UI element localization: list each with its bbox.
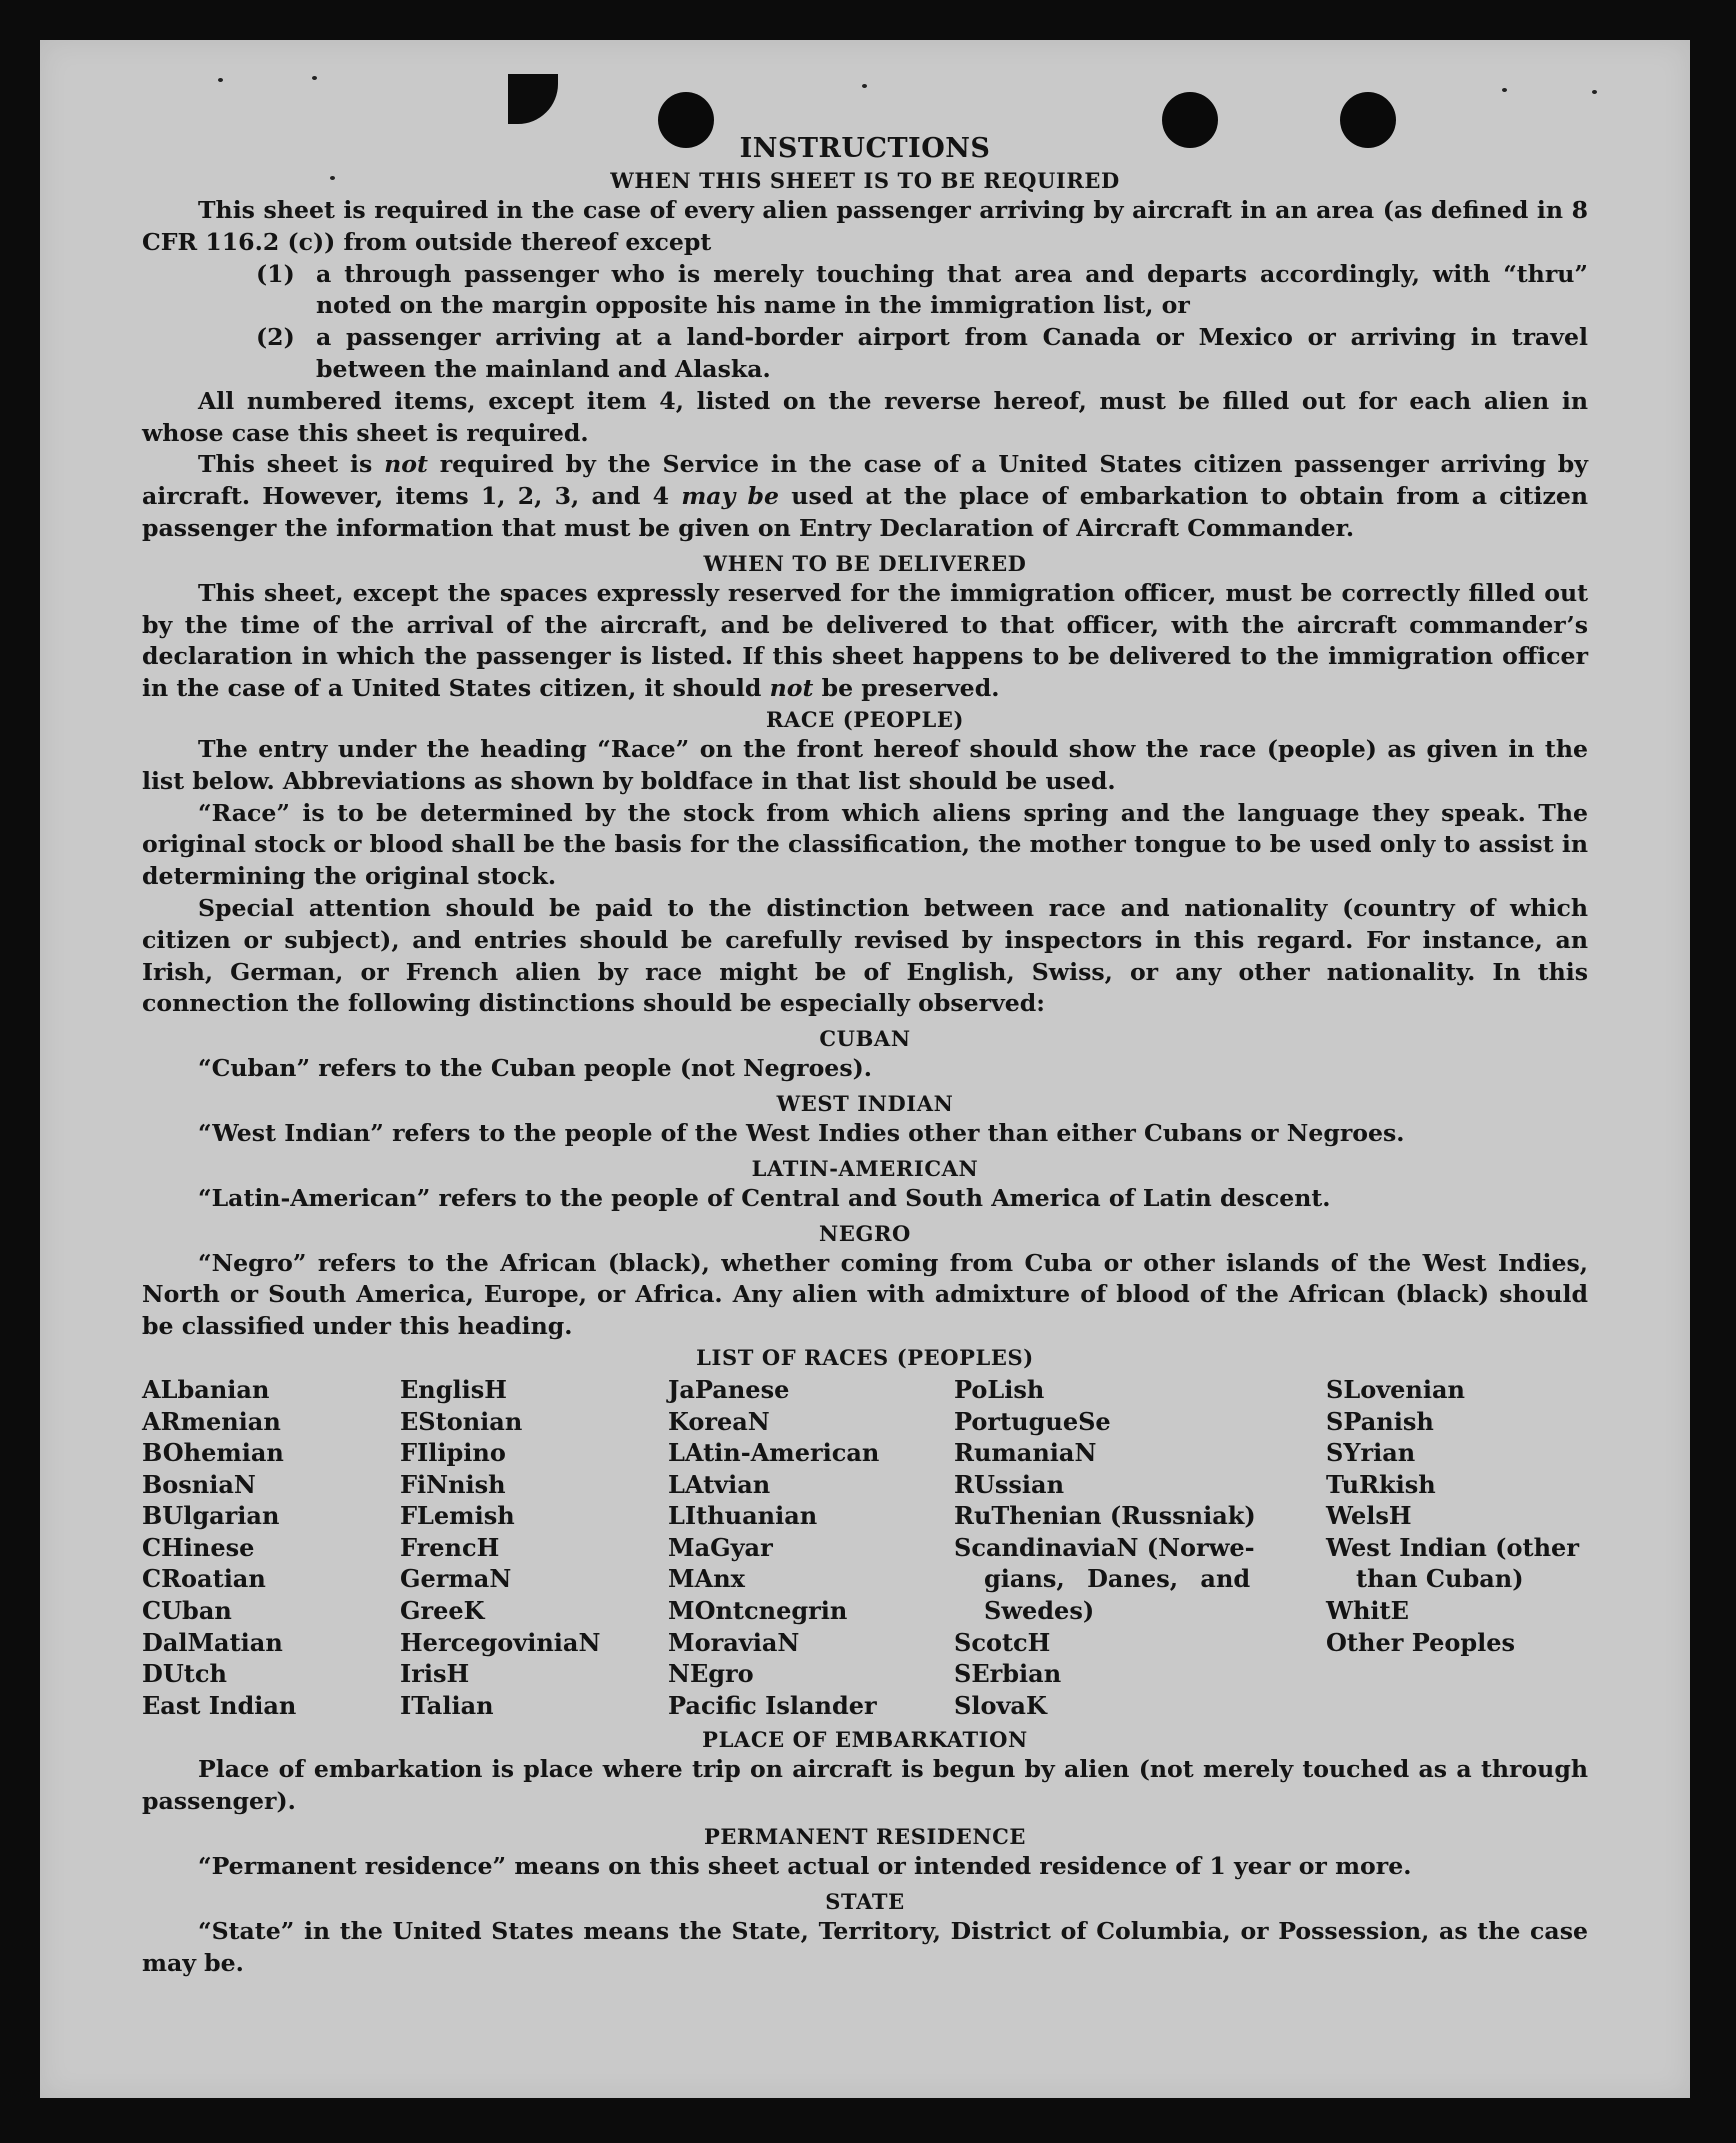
heading-embarkation: PLACE OF EMBARKATION — [702, 1727, 1028, 1753]
paragraph: Special attention should be paid to the distinction between race and nationality (country of which citizen or subject), and entries should be carefully revised by inspectors in this regard. For instance, an Irish, German, or French alien by race might be of English, Swiss, or any other nationality. In this connection the following distinctions should be especially observed: — [142, 893, 1588, 1018]
list-text: a through passenger who is merely touching that area and departs accordingly, with “thru” noted on the margin opposite his name in the immigration list, or — [316, 259, 1588, 320]
text-run: This sheet, except the spaces expressly reserved for the immigration officer, must be correctly filled out by the time of the arrival of the aircraft, and be delivered to that officer, with the aircraft commander’s declaration in which the passenger is listed. If this sheet happens to be delivered to the immigration officer in the case of a United States citizen, it should — [142, 578, 1588, 703]
race-item: BOhemian — [142, 1438, 284, 1468]
heading-west-indian: WEST INDIAN — [776, 1090, 954, 1116]
race-item: LIthuanian — [668, 1501, 818, 1531]
race-item: FIlipino — [400, 1438, 506, 1468]
race-item: NEgro — [668, 1659, 754, 1689]
race-item: SErbian — [954, 1659, 1062, 1689]
race-item: PortugueSe — [954, 1406, 1111, 1436]
race-item: ITalian — [400, 1690, 494, 1720]
race-item: MAnx — [668, 1564, 745, 1594]
race-item: JaPanese — [668, 1374, 790, 1404]
race-item: BUlgarian — [142, 1501, 280, 1531]
paragraph — [142, 578, 1588, 705]
page-title: INSTRUCTIONS — [739, 133, 991, 164]
list-text: a passenger arriving at a land-border airport from Canada or Mexico or arriving in travel between the mainland and Alaska. — [316, 323, 1588, 383]
heading-permanent-residence: PERMANENT RESIDENCE — [703, 1824, 1027, 1850]
race-item: HercegoviniaN — [400, 1627, 601, 1657]
race-item: ScandinaviaN (Norwe- — [954, 1532, 1255, 1562]
paragraph: The entry under the heading “Race” on the front hereof should show the race (people) as given in the list below. Abbreviations as shown by boldface in that list should be used. — [142, 734, 1588, 795]
race-item: East Indian — [142, 1690, 297, 1720]
race-item: WelsH — [1326, 1501, 1412, 1531]
italic-text: not — [384, 450, 428, 479]
speck — [1592, 90, 1597, 94]
race-item: SPanish — [1326, 1406, 1434, 1436]
paragraph: “Permanent residence” means on this sheet actual or intended residence of 1 year or more. — [198, 1852, 1412, 1881]
heading-state: STATE — [825, 1888, 905, 1914]
paragraph: This sheet is required in the case of every alien passenger arriving by aircraft in an area (as defined in 8 CFR 116.2 (c)) from outside thereof except — [142, 196, 1588, 256]
race-item: EStonian — [400, 1406, 523, 1436]
race-item: CUban — [142, 1596, 232, 1626]
heading-negro: NEGRO — [819, 1220, 911, 1246]
race-item: MOntcnegrin — [668, 1596, 848, 1626]
text-run: required by the Service in the case of a United States citizen passenger arriving by aircraft. However, items 1, 2, 3, and 4 — [142, 450, 1588, 511]
race-column — [1326, 1374, 1588, 1722]
list-item — [142, 259, 1588, 323]
speck — [862, 84, 867, 88]
race-item: ARmenian — [142, 1406, 281, 1436]
race-item: GreeK — [400, 1596, 485, 1626]
race-item-continued: gians, Danes, and — [984, 1564, 1251, 1594]
list-item — [142, 322, 1588, 386]
italic-text: may be — [681, 482, 780, 511]
text-run: be preserved. — [813, 674, 1000, 703]
paragraph: “State” in the United States means the State, Territory, District of Columbia, or Possession, as the case may be. — [142, 1916, 1588, 1977]
race-item: KoreaN — [668, 1406, 770, 1436]
race-item: SYrian — [1326, 1438, 1416, 1468]
race-item: ScotcH — [954, 1627, 1051, 1657]
race-item: DalMatian — [142, 1627, 283, 1657]
race-item: FrencH — [400, 1532, 500, 1562]
paragraph: All numbered items, except item 4, listed on the reverse hereof, must be filled out for each alien in whose case this sheet is required. — [142, 386, 1588, 447]
race-column — [954, 1374, 1326, 1722]
race-item: LAtin-American — [668, 1438, 880, 1468]
speck — [312, 76, 317, 80]
paragraph: “Cuban” refers to the Cuban people (not Negroes). — [198, 1054, 872, 1083]
list-number: (1) — [256, 259, 295, 288]
race-item: RUssian — [954, 1469, 1065, 1499]
race-item-continued: than Cuban) — [1356, 1564, 1524, 1594]
race-item: WhitE — [1326, 1596, 1409, 1626]
race-item: FLemish — [400, 1501, 515, 1531]
speck — [218, 78, 223, 82]
paragraph: Place of embarkation is place where trip on aircraft is begun by alien (not merely touched as a through passenger). — [142, 1755, 1588, 1816]
race-item: IrisH — [400, 1659, 470, 1689]
race-item: Other Peoples — [1326, 1627, 1516, 1657]
paragraph: “Negro” refers to the African (black), whether coming from Cuba or other islands of the West Indies, North or South America, Europe, or Africa. Any alien with admixture of blood of the African (black) should be classified under this heading. — [142, 1248, 1588, 1341]
heading-latin-american: LATIN-AMERICAN — [751, 1155, 979, 1181]
race-item: BosniaN — [142, 1469, 256, 1499]
race-item: MoraviaN — [668, 1627, 800, 1657]
race-item-continued: Swedes) — [984, 1596, 1095, 1626]
race-item: CHinese — [142, 1532, 255, 1562]
heading-cuban: CUBAN — [819, 1026, 911, 1052]
heading-race: RACE (PEOPLE) — [765, 706, 965, 732]
race-column — [142, 1374, 400, 1722]
race-item: GermaN — [400, 1564, 512, 1594]
race-list — [142, 1374, 1588, 1722]
instructions-content — [142, 132, 1588, 1979]
race-item: RuThenian (Russniak) — [954, 1501, 1256, 1531]
race-item: EnglisH — [400, 1374, 507, 1404]
list-number: (2) — [256, 323, 295, 352]
race-item: PoLish — [954, 1374, 1045, 1404]
italic-text: not — [769, 674, 814, 703]
speck — [1502, 88, 1507, 92]
race-column — [400, 1374, 668, 1722]
race-item: SLovenian — [1326, 1374, 1465, 1404]
paragraph: “West Indian” refers to the people of the West Indies other than either Cubans or Negroes. — [198, 1118, 1405, 1147]
race-column — [668, 1374, 954, 1722]
race-item: West Indian (other — [1326, 1532, 1579, 1562]
paragraph: “Latin-American” refers to the people of Central and South America of Latin descent. — [198, 1183, 1331, 1212]
race-item: CRoatian — [142, 1564, 266, 1594]
paragraph — [142, 449, 1588, 544]
heading-when-delivered: WHEN TO BE DELIVERED — [703, 550, 1027, 576]
race-item: MaGyar — [668, 1532, 773, 1562]
torn-corner — [508, 74, 558, 124]
text-run: This sheet is — [198, 450, 385, 479]
race-item: DUtch — [142, 1659, 227, 1689]
race-item: RumaniaN — [954, 1438, 1097, 1468]
heading-list-of-races: LIST OF RACES (PEOPLES) — [696, 1344, 1034, 1370]
race-item: FiNnish — [400, 1469, 506, 1499]
race-item: SlovaK — [954, 1690, 1047, 1720]
race-item: LAtvian — [668, 1469, 771, 1499]
paragraph: “Race” is to be determined by the stock from which aliens spring and the language they speak. The original stock or blood shall be the basis for the classification, the mother tongue to be used only to assist in determining the original stock. — [142, 798, 1588, 891]
race-item: ALbanian — [142, 1374, 270, 1404]
heading-when-required: WHEN THIS SHEET IS TO BE REQUIRED — [610, 168, 1120, 193]
race-item: Pacific Islander — [668, 1690, 877, 1720]
text-run: used at the place of embarkation to obtain from a citizen passenger the information that must be given on Entry Declaration of Aircraft Commander. — [142, 482, 1589, 542]
race-item: TuRkish — [1326, 1469, 1436, 1499]
